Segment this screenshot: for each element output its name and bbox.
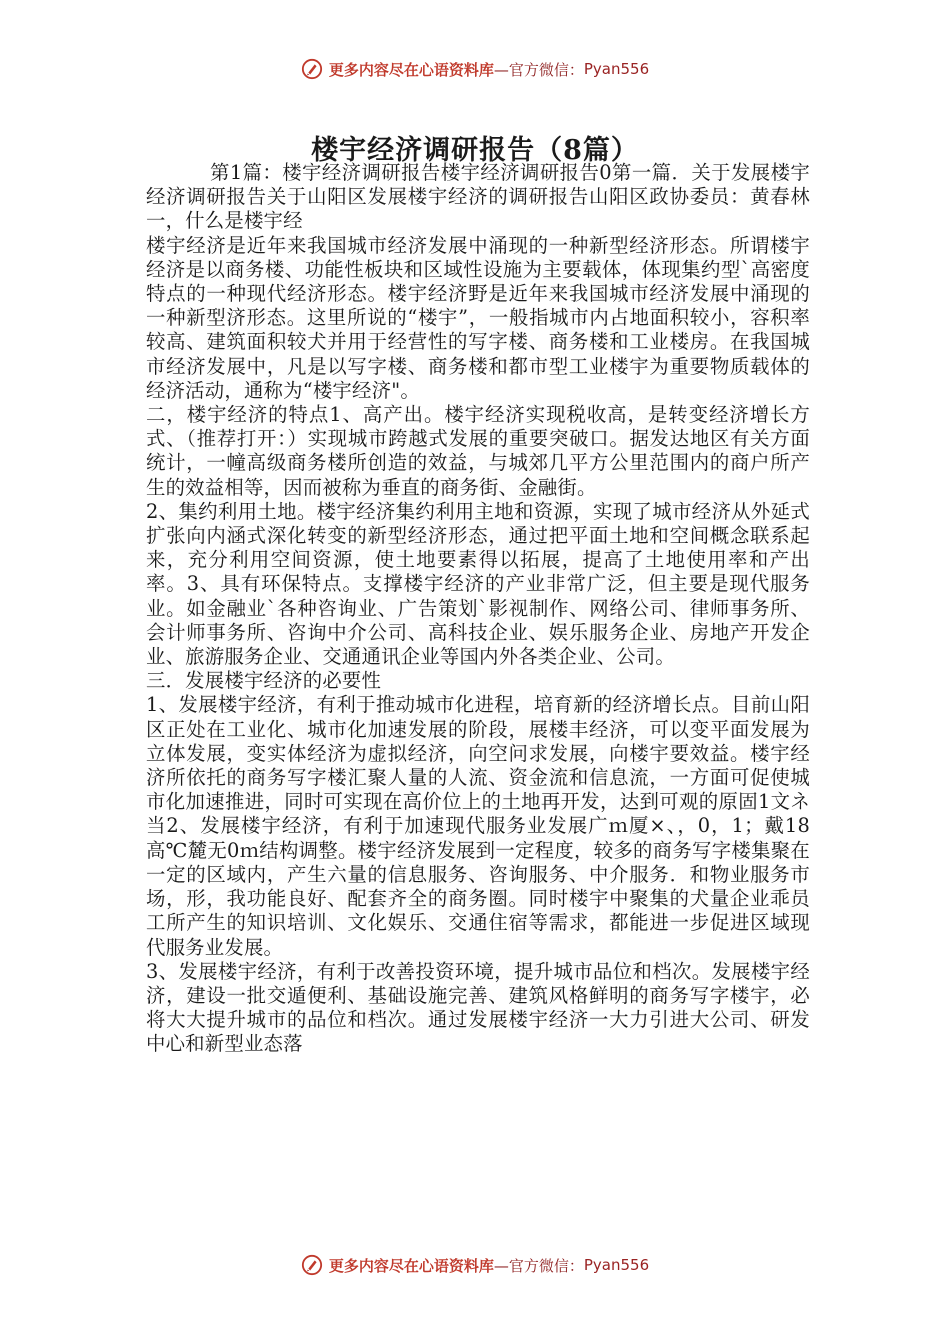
paragraph-features: 二，楼宇经济的特点1、高产出。楼宇经济实现税收高，是转变经济增长方式、（推荐打开：）实现城市跨越式发展的重要突破口。据发达地区有关方面统计，一幢高级商务楼所创造的效益，与城郊几平方公里范围内的商户所产生的效益相等，因而被称为垂直的商务街、金融街。 — [146, 403, 810, 499]
paragraph-definition: 楼宇经济是近年来我国城市经济发展中涌现的一种新型经济形态。所谓楼宇经济是以商务楼、功能性板块和区域性设施为主要载体，体现集约型`高密度特点的一种现代经济形态。楼宇经济野是近年来我国城市经济发展中涌现的一种新型济形态。这里所说的“楼宇”，一般指城市内占地面积较小，容积率较高、建筑面积较犬并用于经营性的写字楼、商务楼和工业楼房。在我国城市经济发展中，凡是以写字楼、商务楼和都市型工业楼宇为重要物质载体的经济活动，通称为“楼宇经济"。 — [146, 233, 810, 402]
library-text: 更多内容尽在心语资料库 — [328, 60, 494, 79]
section-heading-necessity: 三．发展楼宇经济的必要性 — [146, 669, 382, 693]
footer-banner — [0, 1250, 950, 1280]
logo-icon — [301, 1254, 323, 1276]
paragraph-urbanization: 1、发展楼宇经济，有利于推动城市化进程，培育新的经济增长点。目前山阳区正处在工业化、城市化加速发展的阶段，展楼丰经济，可以变平面发展为立体发展，变实体经济为虚拟经济，向空问求发展，向楼宇要效益。楼宇经济所依托的商务写字楼汇聚人量的人流、资金流和信息流，一方面可促使城市化加速推进，同时可实现在高价位上的土地再开发，达到可观的原固1文ネ当2、发展楼宇经济，有利于加速现代服务业发展广ｍ厦×、，0，1；戴18高℃麓无0ｍ结构调整。楼宇经济发展到一定程度，较多的商务写字楼集聚在一定的区域内，产生六量的信息服务、咨询服务、中介服务．和物业服务市场，形，我功能良好、配套齐全的商务圈。同时楼宇中聚集的犬量企业乖员工所产生的知识培训、文化娱乐、交通住宿等需求，都能进一步促进区域现代服务业发展。 — [146, 693, 810, 959]
wechat-id: Pyan556 — [583, 1256, 650, 1274]
document-title: 楼宇经济调研报告（8篇） — [311, 135, 639, 166]
document-body — [146, 161, 810, 1057]
wechat-id: Pyan556 — [583, 60, 650, 78]
library-text: 更多内容尽在心语资料库 — [328, 1256, 494, 1275]
header-banner — [0, 54, 950, 84]
paragraph-land-use: 2、集约利用土地。楼宇经济集约利用主地和资源，实现了城市经济从外延式扩张向内涵式深化转变的新型经济形态，通过把平面土地和空间概念联系起来，充分利用空间资源，使土地要素得以拓展，提高了土地使用率和产出率。3、具有环保特点。支撑楼宇经济的产业非常广泛，但主要是现代服务业。如金融业`各种咨询业、广告策划`影视制作、网络公司、律师事务所、会计师事务所、咨询中介公司、高科技企业、娱乐服务企业、房地产开发企业、旅游服务企业、交通通讯企业等国内外各类企业、公司。 — [146, 499, 810, 669]
paragraph-intro: 第1篇：楼宇经济调研报告楼宇经济调研报告0第一篇．关于发展楼宇经济调研报告关于山阳区发展楼宇经济的调研报告山阳区政协委员：黄春林一，什么是楼宇经 — [146, 161, 810, 233]
logo-icon — [301, 58, 323, 80]
wechat-label: —官方微信： — [493, 1256, 584, 1275]
wechat-label: —官方微信： — [493, 60, 584, 79]
paragraph-investment: 3、发展楼宇经济，有利于改善投资环境，提升城市品位和档次。发展楼宇经济，建设一批交遁便利、基础设施完善、建筑风格鲜明的商务写字楼宇，必将大大提升城市的品位和档次。通过发展楼宇经济一大力引进大公司、研发中心和新型业态落 — [146, 959, 810, 1056]
